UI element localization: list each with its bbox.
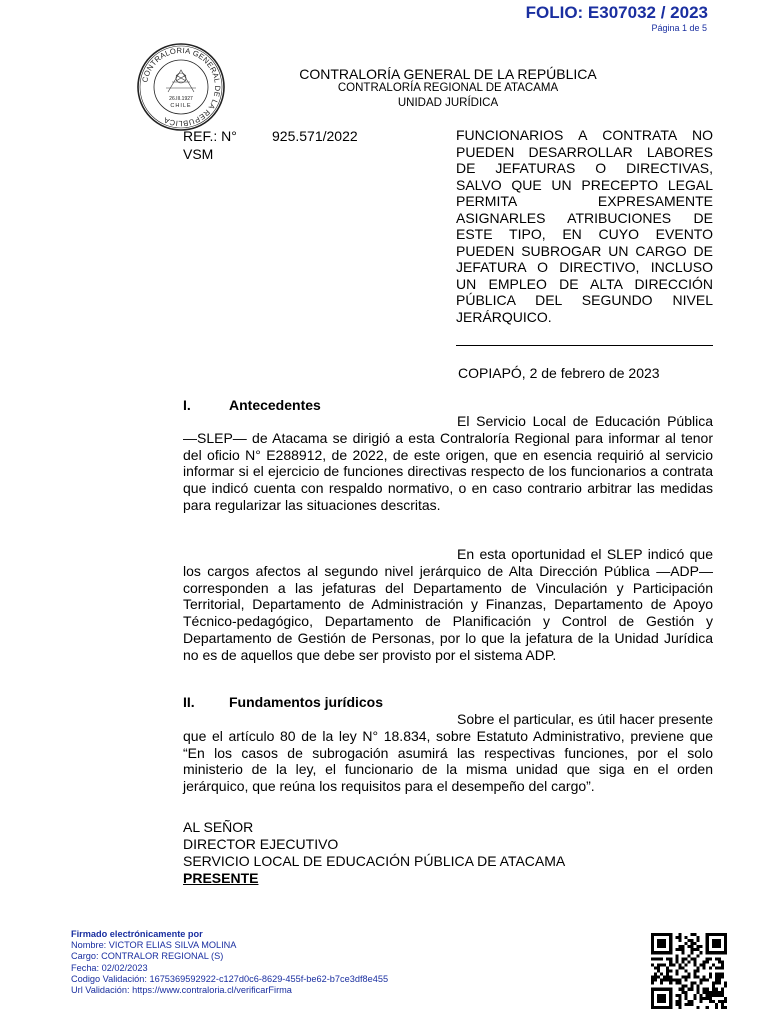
contraloria-seal-icon [136, 42, 226, 132]
folio-number: FOLIO: E307032 / 2023 [525, 3, 708, 22]
signature-cargo: Cargo: CONTRALOR REGIONAL (S) [71, 951, 224, 962]
addressee-presente: PRESENTE [183, 870, 259, 886]
header-regional-office: CONTRALORÍA REGIONAL DE ATACAMA [337, 82, 559, 94]
page-indicator: Página 1 de 5 [651, 23, 707, 33]
paragraph-text: En esta oportunidad el SLEP indicó que los cargos afectos al segundo nivel jerárquico de Alta Dirección Pública —ADP— corresponden a las jefaturas del Departamento de Vinculación y Participación Territorial, Departamento de Administración y Finanzas, Departamento de Apoyo Técnico-pedagógico, Departamento de Planificación y Control de Gestión y Departamento de Gestión de Personas, por lo que la jefatura de la Unidad Jurídica no es de aquellos que debe ser provisto por el sistema ADP. [183, 546, 713, 663]
seal-ring-text: CONTRALORIA GENERAL DE LA REPUBLICA [140, 45, 223, 129]
signature-validation-url[interactable]: Url Validación: https://www.contraloria.cl/verificarFirma [71, 985, 292, 996]
section-heading-antecedentes [183, 397, 321, 413]
header-institution: CONTRALORÍA GENERAL DE LA REPÚBLICA [299, 66, 597, 82]
seal-date: 26.III.1927 [169, 96, 193, 102]
signature-title: Firmado electrónicamente por [71, 929, 203, 939]
section-title: Antecedentes [229, 397, 321, 413]
signature-date: Fecha: 02/02/2023 [71, 962, 148, 973]
document-date: COPIAPÓ, 2 de febrero de 2023 [458, 365, 660, 381]
qr-code-icon [651, 933, 727, 1009]
paragraph-text: El Servicio Local de Educación Pública —SLEP— de Atacama se dirigió a esta Contraloría Regional para informar al tenor del oficio N° E288912, de 2022, de este origen, que en esencia requirió al servicio informar si el ejercicio de funciones directivas respecto de los funcionarios a contrata que indicó cuenta con respaldo normativo, o en caso contrario arbitrar las medidas para regularizar las situaciones descritas. [183, 413, 713, 513]
ref-number: 925.571/2022 [272, 128, 358, 144]
summary-block: FUNCIONARIOS A CONTRATA NO PUEDEN DESARROLLAR LABORES DE JEFATURAS O DIRECTIVAS, SALVO QUE UN PRECEPTO LEGAL PERMITA EXPRESAMENTE ASIGNARLES ATRIBUCIONES DE ESTE TIPO, EN CUYO EVENTO PUEDEN SUBROGAR UN CARGO DE JEFATURA O DIRECTIVO, INCLUSO UN EMPLEO DE ALTA DIRECCIÓN PÚBLICA DEL SEGUNDO NIVEL JERÁRQUICO. [456, 127, 713, 325]
summary-underline [456, 345, 713, 346]
section-heading-fundamentos [183, 694, 383, 710]
section-number: I. [183, 397, 191, 413]
addressee-institution: SERVICIO LOCAL DE EDUCACIÓN PÚBLICA DE ATACAMA [183, 853, 566, 869]
ref-label: REF.: N° [183, 128, 237, 144]
electronic-signature-block [71, 929, 388, 996]
paragraph [183, 711, 713, 795]
addressee-salutation: AL SEÑOR [183, 819, 254, 835]
signature-name: Nombre: VICTOR ELIAS SILVA MOLINA [71, 940, 237, 951]
seal-country: CHILE [170, 103, 192, 109]
paragraph-text: Sobre el particular, es útil hacer presente que el artículo 80 de la ley N° 18.834, sobre Estatuto Administrativo, previene que “En los casos de subrogación asumirá las respectivas funciones, por el solo ministerio de la ley, el funcionario de la misma unidad que siga en el orden jerárquico, que reúna los requisitos para el desempeño del cargo”. [183, 711, 713, 795]
paragraph [183, 413, 713, 514]
section-title: Fundamentos jurídicos [229, 694, 384, 710]
header-unit: UNIDAD JURÍDICA [397, 97, 499, 109]
addressee-position: DIRECTOR EJECUTIVO [183, 836, 339, 852]
svg-text:CONTRALORIA GENERAL DE LA REPU [140, 46, 222, 128]
reference-block [183, 127, 358, 163]
addressee-block [183, 819, 565, 887]
section-number: II. [183, 694, 195, 710]
paragraph [183, 546, 713, 664]
qr-modules [651, 933, 727, 1009]
ref-initials: VSM [183, 146, 214, 162]
signature-validation-code: Codigo Validación: 1675369592922-c127d0c6-8629-455f-be62-b7ce3df8e455 [71, 973, 389, 984]
